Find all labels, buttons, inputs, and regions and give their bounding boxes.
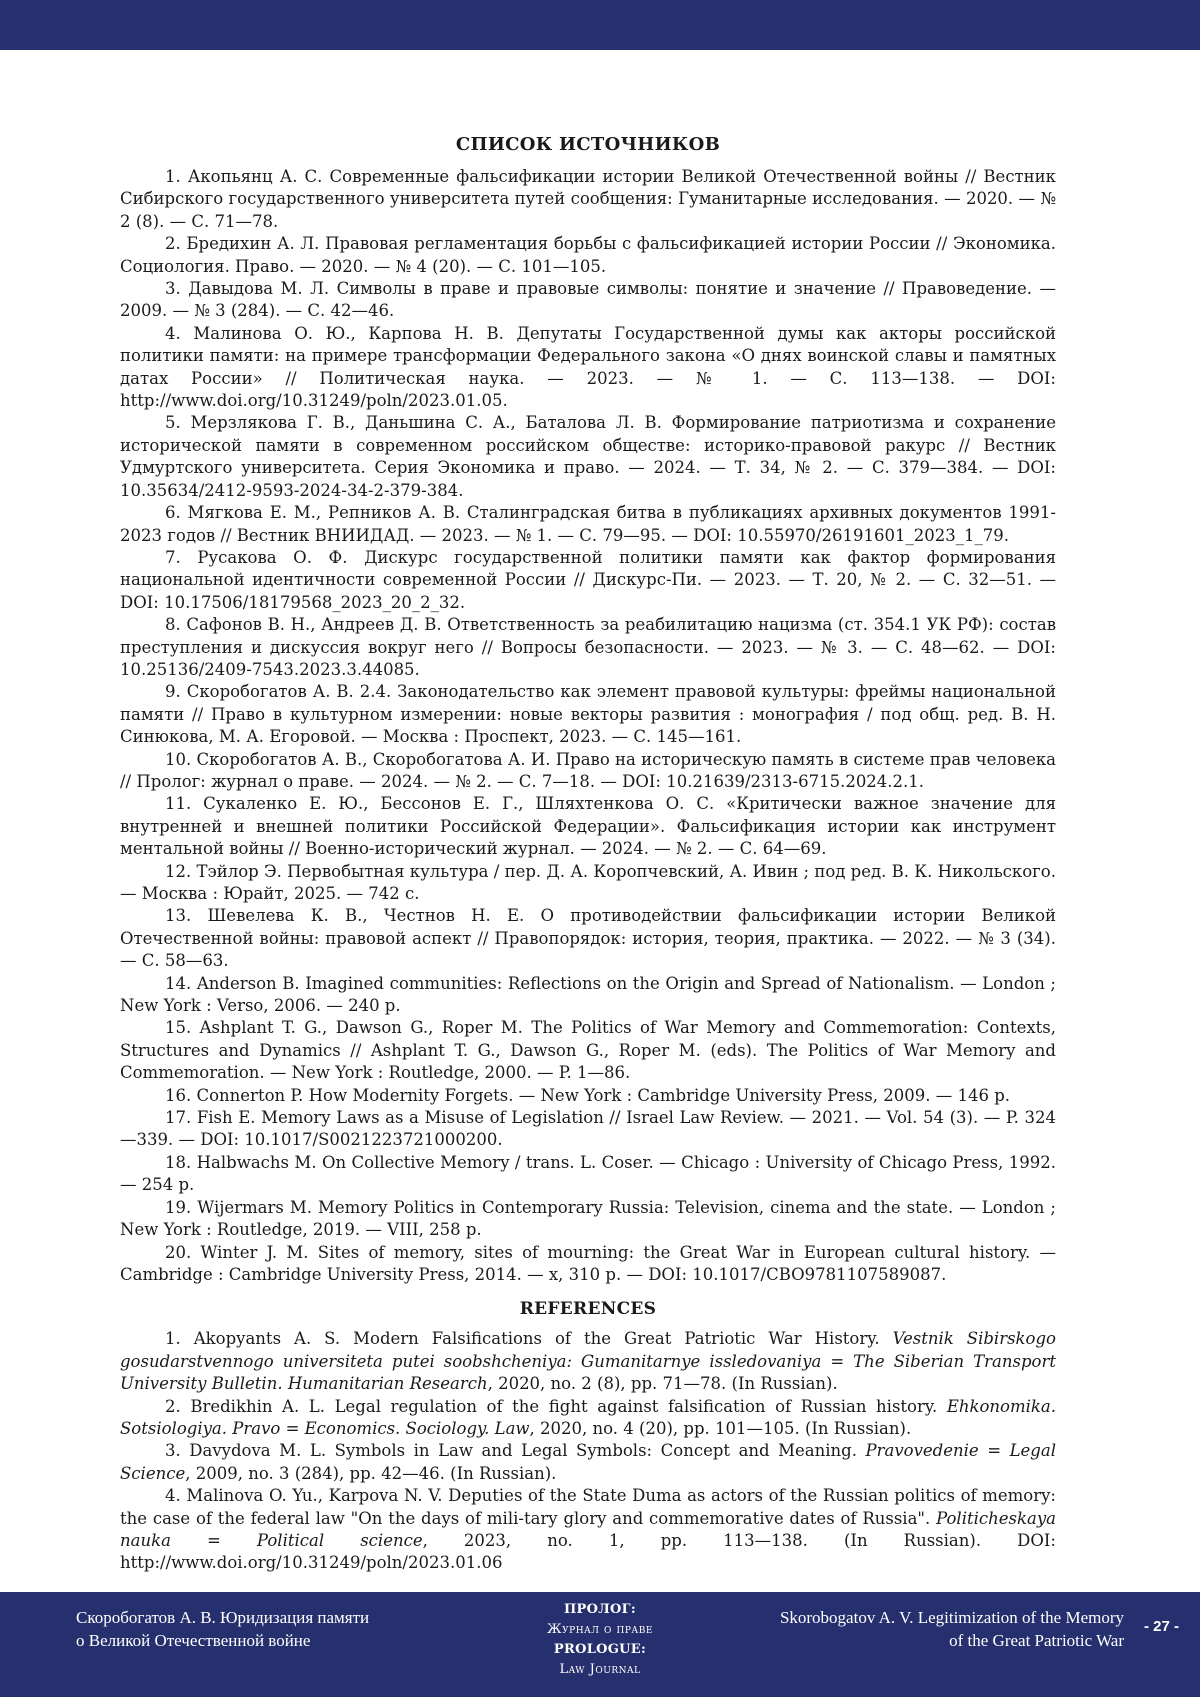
- footer-bar: [0, 1592, 1200, 1697]
- reference-journal: Politicheskaya nauka = Political science: [120, 1508, 1056, 1550]
- reference-text: 1. Akopyants A. S. Modern Falsifications of the Great Patriotic War History.: [165, 1329, 893, 1349]
- journal-subtitle-ru: Журнал о праве: [547, 1622, 653, 1637]
- source-item: 15. Ashplant T. G., Dawson G., Roper M. The Politics of War Memory and Commemoration: Contexts, Structures and Dynamics // Ashplant T. G., Dawson G., Roper M. (eds). The Politics of War Memory and Commemoration. — New York : Routledge, 2000. — P. 1—86.: [120, 1018, 1056, 1083]
- source-item: 7. Русакова О. Ф. Дискурс государственной политики памяти как фактор формирования национальной идентичности современной России // Дискурс-Пи. — 2023. — Т. 20, № 2. — С. 32—51. — DOI: 10.17506/18179568_2023_20_2_32.: [120, 547, 1056, 612]
- reference-journal: Vestnik Sibirskogo gosudarstvennogo universiteta putei soobshcheniya: Gumanitarnye issledovaniya = The Siberian Transport University Bulletin. Humanitarian Research: [120, 1329, 1056, 1394]
- reference-details: , 2020, no. 2 (8), pp. 71—78. (In Russian).: [487, 1374, 838, 1394]
- footer-author-en-line1: Skorobogatov A. V. Legitimization of the Memory: [779, 1608, 1124, 1627]
- source-item: 16. Connerton P. How Modernity Forgets. — New York : Cambridge University Press, 2009. — 146 p.: [165, 1085, 1011, 1105]
- sources-heading: СПИСОК ИСТОЧНИКОВ: [455, 134, 721, 155]
- source-item: 8. Сафонов В. Н., Андреев Д. В. Ответственность за реабилитацию нацизма (ст. 354.1 УК РФ): состав преступления и дискуссия вокруг него // Вопросы безопасности. — 2023. — № 3. — С. 48—62. — DOI: 10.25136/2409-7543.2023.3.44085.: [120, 615, 1056, 679]
- source-item: 2. Бредихин А. Л. Правовая регламентация борьбы с фальсификацией истории России // Экономика. Социология. Право. — 2020. — № 4 (20). — С. 101—105.: [120, 234, 1056, 276]
- reference-item: [120, 1485, 1056, 1575]
- footer-author-en-line2: of the Great Patriotic War: [949, 1631, 1124, 1650]
- journal-subtitle-en: Law Journal: [559, 1662, 641, 1677]
- source-item: 6. Мягкова Е. М., Репников А. В. Сталинградская битва в публикациях архивных документов 1991-2023 годов // Вестник ВНИИДАД. — 2023. — № 1. — С. 79—95. — DOI: 10.55970/26191601_2023_1_79.: [120, 503, 1056, 545]
- source-item: 19. Wijermars M. Memory Politics in Contemporary Russia: Television, cinema and the state. — London ; New York : Routledge, 2019. — VIII, 258 p.: [120, 1197, 1056, 1240]
- references-list: [120, 1328, 1056, 1574]
- source-item: 4. Малинова О. Ю., Карпова Н. В. Депутаты Государственной думы как акторы российской политики памяти: на примере трансформации Федерального закона «О днях воинской славы и памятных датах России» // Политическая наука. — 2023. — № 1. — С. 113—138. — DOI: http://www.doi.org/10.31249/poln/2023.01.05.: [120, 323, 1056, 411]
- page-number: - 27 -: [1144, 1618, 1180, 1635]
- reference-details: , 2023, no. 1, pp. 113—138. (In Russian). DOI: http://www.doi.org/10.31249/poln/2023.01.06: [120, 1530, 1056, 1573]
- source-item: 3. Давыдова М. Л. Символы в праве и правовые символы: понятие и значение // Правоведение. — 2009. — № 3 (284). — С. 42—46.: [120, 279, 1056, 321]
- source-item: 20. Winter J. M. Sites of memory, sites of mourning: the Great War in European cultural history. — Cambridge : Cambridge University Press, 2014. — x, 310 p. — DOI: 10.1017/CBO9781107589087.: [120, 1242, 1056, 1284]
- journal-title-en: PROLOGUE:: [553, 1642, 647, 1657]
- source-item: 17. Fish E. Memory Laws as a Misuse of Legislation // Israel Law Review. — 2021. — Vol. 54 (3). — P. 324—339. — DOI: 10.1017/S0021223721000200.: [120, 1108, 1056, 1150]
- source-item: 10. Скоробогатов А. В., Скоробогатова А. И. Право на историческую память в системе прав человека // Пролог: журнал о праве. — 2024. — № 2. — С. 7—18. — DOI: 10.21639/2313-6715.2024.2.1.: [120, 749, 1056, 791]
- source-item: 5. Мерзлякова Г. В., Даньшина С. А., Баталова Л. В. Формирование патриотизма и сохранение исторической памяти в современном российском обществе: историко-правовой ракурс // Вестник Удмуртского университета. Серия Экономика и право. — 2024. — Т. 34, № 2. — С. 379—384. — DOI: 10.35634/2412-9593-2024-34-2-379-384.: [120, 413, 1056, 500]
- references-heading: REFERENCES: [519, 1299, 657, 1320]
- reference-text: 2. Bredikhin A. L. Legal regulation of the fight against falsification of Russian history.: [165, 1396, 947, 1416]
- reference-journal: Ehkonomika. Sotsiologiya. Pravo = Economics. Sociology. Law: [120, 1396, 1056, 1438]
- reference-details: , 2020, no. 4 (20), pp. 101—105. (In Russian).: [529, 1418, 912, 1438]
- source-item: 12. Тэйлор Э. Первобытная культура / пер. Д. А. Коропчевский, А. Ивин ; под ред. В. К. Никольского. — Москва : Юрайт, 2025. — 742 с.: [120, 861, 1056, 903]
- reference-item: [120, 1328, 1056, 1395]
- reference-item: [120, 1396, 1056, 1441]
- footer-author-en: [700, 1606, 1124, 1652]
- footer-author-ru: [76, 1606, 436, 1652]
- source-item: 9. Скоробогатов А. В. 2.4. Законодательство как элемент правовой культуры: фреймы национальной памяти // Право в культурном измерении: новые векторы развития : монография / под общ. ред. В. Н. Синюкова, М. А. Егоровой. — Москва : Проспект, 2023. — С. 145—161.: [120, 682, 1056, 747]
- source-item: 1. Акопьянц А. С. Современные фальсификации истории Великой Отечественной войны // Вестник Сибирского государственного университета путей сообщения: Гуманитарные исследования. — 2020. — № 2 (8). — С. 71—78.: [120, 167, 1056, 231]
- footer-journal-name: [500, 1600, 700, 1680]
- source-item: 18. Halbwachs M. On Collective Memory / trans. L. Coser. — Chicago : University of Chicago Press, 1992. — 254 p.: [120, 1152, 1056, 1195]
- footer-author-ru-line2: о Великой Отечественной войне: [76, 1631, 311, 1650]
- article-content: [120, 134, 1056, 1575]
- reference-text: 4. Malinova O. Yu., Karpova N. V. Deputies of the State Duma as actors of the Russian politics of memory: the case of the federal law "On the days of mili-tary glory and commemorative dates of Russia".: [120, 1486, 1056, 1528]
- source-item: 11. Сукаленко Е. Ю., Бессонов Е. Г., Шляхтенкова О. С. «Критически важное значение для внутренней и внешней политики Российской Федерации». Фальсификация истории как инструмент ментальной войны // Военно-исторический журнал. — 2024. — № 2. — С. 64—69.: [120, 794, 1056, 859]
- reference-text: 3. Davydova M. L. Symbols in Law and Legal Symbols: Concept and Meaning.: [165, 1441, 866, 1461]
- footer-author-ru-line1: Скоробогатов А. В. Юридизация памяти: [76, 1608, 370, 1627]
- source-item: 13. Шевелева К. В., Честнов Н. Е. О противодействии фальсификации истории Великой Отечественной войны: правовой аспект // Правопорядок: история, теория, практика. — 2022. — № 3 (34). — С. 58—63.: [120, 906, 1056, 971]
- sources-list: [120, 166, 1056, 1286]
- reference-details: , 2009, no. 3 (284), pp. 42—46. (In Russian).: [185, 1463, 557, 1483]
- reference-journal: Pravovedenie = Legal Science: [120, 1441, 1056, 1483]
- source-item: 14. Anderson B. Imagined communities: Reflections on the Origin and Spread of Nationalism. — London ; New York : Verso, 2006. — 240 p.: [120, 973, 1056, 1016]
- header-bar: [0, 0, 1200, 50]
- reference-item: [120, 1440, 1056, 1485]
- journal-title-ru: ПРОЛОГ:: [563, 1602, 637, 1617]
